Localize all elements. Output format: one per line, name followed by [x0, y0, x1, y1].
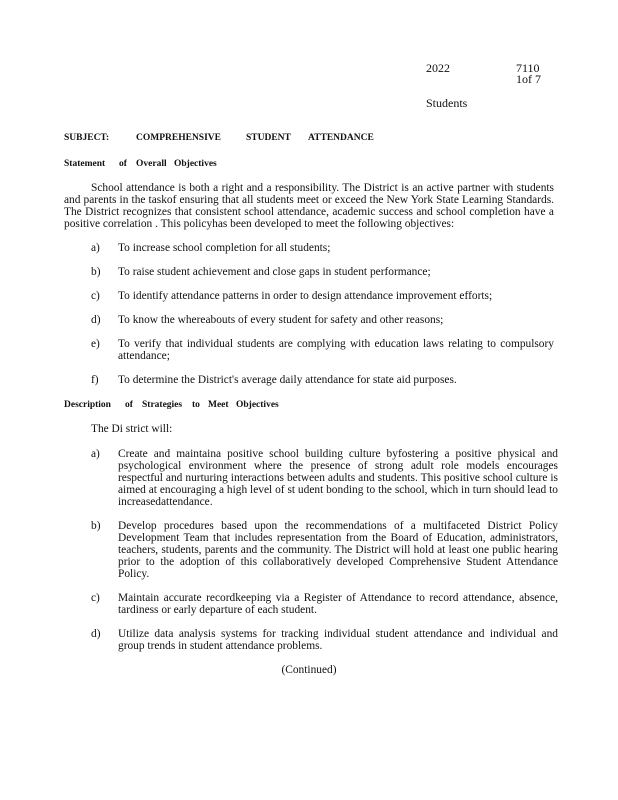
strategies-word-4: to — [192, 400, 200, 410]
objective-item — [91, 266, 554, 280]
objective-label: e) — [91, 338, 100, 350]
subject-line — [64, 133, 564, 145]
continued-footer: (Continued) — [281, 664, 337, 676]
strategies-heading — [64, 400, 364, 412]
objective-label: a) — [91, 242, 100, 254]
objective-text: To raise student achievement and close gaps in student performance; — [118, 266, 431, 278]
strategy-text: Maintain accurate recordkeeping via a Register of Attendance to record attendance, absence, tardiness or early departure of each student. — [118, 592, 558, 617]
subject-word-2: STUDENT — [246, 133, 291, 143]
statement-word-1: Statement — [64, 159, 106, 169]
section-label: Students — [426, 96, 468, 110]
strategy-item — [91, 520, 558, 582]
policy-year: 2022 — [426, 61, 450, 75]
objective-text: To verify that individual students are complying with education laws relating to compulsory attendance; — [118, 338, 554, 363]
subject-word-1: COMPREHENSIVE — [136, 133, 221, 143]
statement-heading — [64, 159, 364, 171]
statement-word-2: of — [119, 159, 127, 169]
objective-label: c) — [91, 290, 100, 302]
subject-label: SUBJECT: — [64, 133, 110, 143]
policy-number: 7110 — [516, 61, 540, 75]
objective-item — [91, 314, 554, 328]
subject-word-3: ATTENDANCE — [308, 133, 374, 143]
objective-text: To identify attendance patterns in order to design attendance improvement efforts; — [118, 290, 493, 302]
objective-text: To determine the District's average daily attendance for state aid purposes. — [118, 374, 457, 386]
district-will-line: The Di strict will: — [91, 423, 173, 435]
strategies-word-6: Objectives — [236, 400, 279, 410]
strategy-item — [91, 448, 558, 510]
strategies-word-5: Meet — [208, 400, 229, 410]
strategy-label: d) — [91, 628, 101, 640]
objective-label: b) — [91, 266, 101, 278]
strategy-label: a) — [91, 448, 100, 460]
intro-paragraph: School attendance is both a right and a responsibility. The District is an active partner with students and parents in the taskof ensuring that all students meet or exceed the New York State Learning Standards. The District recognizes that consistent school attendance, academic success and school completion have a positive correlation . This policyhas been developed to meet the following objectives: — [64, 182, 554, 231]
statement-word-4: Objectives — [174, 159, 217, 169]
strategy-item — [91, 628, 558, 654]
strategy-item — [91, 592, 558, 618]
objective-item — [91, 242, 554, 256]
objective-item — [91, 374, 554, 388]
objective-label: f) — [91, 374, 99, 386]
strategies-word-2: of — [125, 400, 133, 410]
strategies-word-3: Strategies — [142, 400, 183, 410]
objective-item — [91, 290, 554, 304]
objective-text: To know the whereabouts of every student for safety and other reasons; — [118, 314, 444, 326]
strategies-word-1: Description — [64, 400, 111, 410]
strategy-text: Utilize data analysis systems for tracking individual student attendance and individual and group trends in student attendance problems. — [118, 628, 558, 653]
strategy-label: c) — [91, 592, 100, 604]
strategy-text: Create and maintaina positive school building culture byfostering a positive physical and psychological environment where the presence of strong adult role models encourages respectful and nurturing interactions between adults and students. This positive school culture is aimed at encouraging a high level of st udent bonding to the school, which in turn should lead to increasedattendance. — [118, 448, 558, 509]
strategy-label: b) — [91, 520, 101, 532]
objective-label: d) — [91, 314, 101, 326]
page-indicator: 1of 7 — [516, 72, 541, 86]
strategy-text: Develop procedures based upon the recommendations of a multifaceted District Policy Development Team that includes representation from the Board of Education, administrators, teachers, students, parents and the community. The District will hold at least one public hearing prior to the adoption of this collaboratively developed Comprehensive Student Attendance Policy. — [118, 520, 558, 581]
objective-item — [91, 338, 554, 364]
objective-text: To increase school completion for all students; — [118, 242, 331, 254]
statement-word-3: Overall — [136, 159, 167, 169]
